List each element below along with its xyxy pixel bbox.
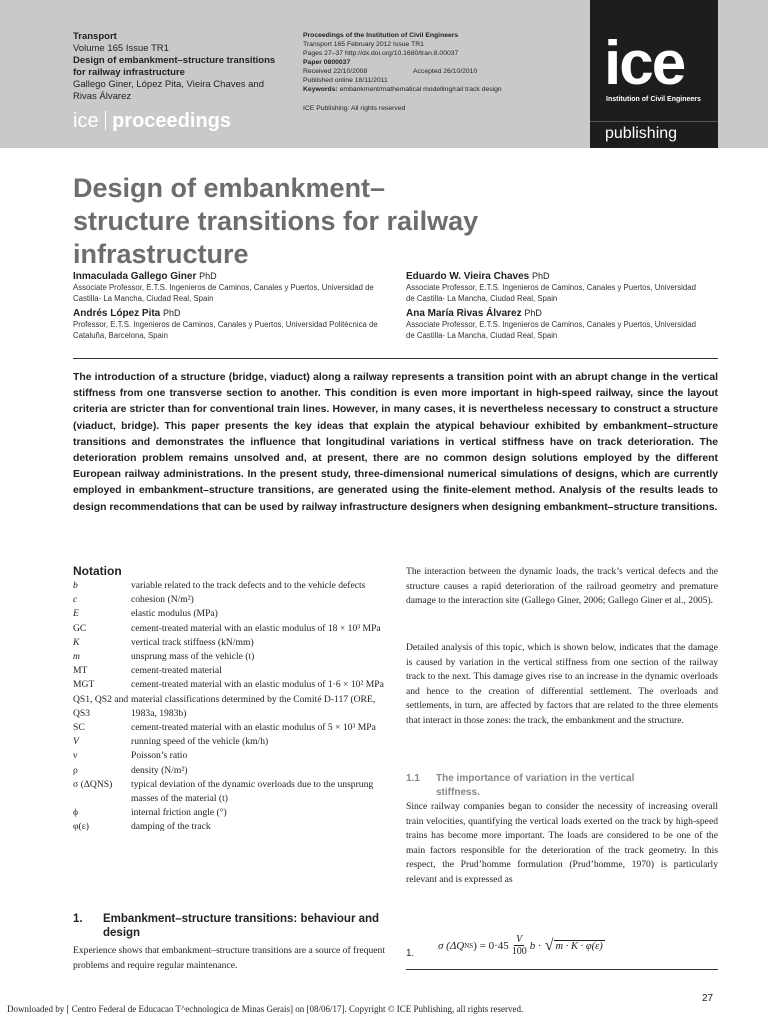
notation-definition: running speed of the vehicle (km/h): [131, 736, 269, 748]
logo-publishing-bar: [590, 121, 718, 148]
notation-item: [73, 579, 388, 593]
meta-keywords: [303, 85, 573, 94]
author-name: Andrés López Pita: [73, 308, 161, 319]
notation-definition: unsprung mass of the vehicle (t): [131, 651, 255, 663]
logo-publishing: publishing: [605, 125, 678, 142]
notation-definition: density (N/m²): [131, 764, 188, 776]
notation-item: [73, 806, 388, 820]
notation-symbol: V: [73, 736, 79, 748]
author-name: Inmaculada Gallego Giner: [73, 271, 197, 282]
notation-symbol: GC: [73, 622, 87, 634]
section-number: 1.: [73, 913, 83, 925]
notation-item: [73, 664, 388, 678]
eq-b: b ·: [529, 939, 541, 952]
author-affiliation: Associate Professor, E.T.S. Ingenieros de Caminos, Canales y Puertos, Universidad de Castilla- La Mancha, Ciudad Real, Spain: [406, 283, 696, 303]
body-paragraph: Since railway companies began to consider the necessity of increasing overall train velocities, quantifying the vertical loads exerted on the track by high-speed trains has become more important. The loads are considered to be one of the main factors responsible for the deterioration of the track geometry. In this respect, the Prud’homme formulation (Prud’homme, 1970) is particularly relevant and is expressed as: [406, 801, 718, 885]
paper-title: Design of embankment– structure transitions for railway infrastructure: [73, 173, 479, 269]
notation-definition: material classifications determined by the Comité D-117 (ORE, 1983a, 1983b): [131, 693, 376, 719]
eq-lhs: σ (ΔQ: [438, 939, 465, 952]
author-degree: PhD: [524, 308, 542, 318]
author-name: Ana María Rivas Álvarez: [406, 308, 522, 319]
meta-pages: Pages 27–37 http://dx.doi.org/10.1680/tran.8.00037: [303, 50, 459, 57]
section-1-text: Experience shows that embankment–structure transitions are a source of frequent problems and require regular maintenance.: [73, 945, 385, 971]
notation-item: [73, 693, 388, 721]
notation-definition: Poisson’s ratio: [131, 750, 188, 762]
body-paragraph: The interaction between the dynamic loads, the track’s vertical defects and the structure causes a rapid deterioration of the railroad geometry and premature damage to the interaction site (Gallego Giner, 2006; Gallego Giner et al., 2005).: [406, 566, 718, 607]
abstract: The introduction of a structure (bridge, viaduct) along a railway represents a transition point with an abrupt change in the vertical stiffness from one transverse section to another. This condition is even more important in high-speed railway, since the layout criteria are stricter than for conventional train lines. However, in many cases, it is nevertheless necessary to construct a structure (viaduct, bridge). This paper presents the key ideas that explain the atypical behaviour exhibited by embankment–structure transitions and demonstrates the influence that longitudinal variations in vertical stiffness have on track deterioration. The deterioration problem remains unsolved and, at present, there are no common design solutions employed by the different European railway administrations. In the present study, three-dimensional numerical simulations of designs, which are currently employed in embankment–structure transitions, are generated using the finite-element method. Analysis of the results leads to design recommendations that can be used by railway infrastructure designers when designing embankment–structure transitions.: [73, 372, 718, 513]
equation-1: [406, 932, 718, 966]
author-affiliation: Associate Professor, E.T.S. Ingenieros de Caminos, Canales y Puertos, Universidad de Castilla- La Mancha, Ciudad Real, Spain: [406, 320, 696, 340]
author-name: Eduardo W. Vieira Chaves: [406, 271, 530, 282]
section-title: Embankment–structure transitions: behaviour and design: [103, 913, 380, 939]
notation-item: [73, 622, 388, 636]
notation-item: [73, 678, 388, 692]
author-block: [406, 270, 706, 304]
eq-mid: ) = 0·45: [473, 939, 509, 952]
notation-definition: vertical track stiffness (kN/mm): [131, 636, 254, 648]
author-block: [406, 307, 706, 341]
notation-symbol: ν: [73, 750, 78, 762]
notation-symbol: K: [73, 636, 80, 648]
author-degree: PhD: [163, 308, 181, 318]
author-block: [73, 270, 383, 304]
body-paragraph: Detailed analysis of this topic, which is shown below, indicates that the damage is caused by variation in the vertical stiffness from one section of the railway track to the next. This damage gives rise to an increase in the dynamic overloads and hence to the creation of differential settlement. The overloads and settlements, in turn, are affected by factors that are related to the three elements that interact in those zones: the track, the embankment and the structure.: [406, 642, 718, 726]
notation-definition: cement-treated material with an elastic modulus of 18 × 10³ MPa: [131, 622, 381, 634]
subsection-title-line2: stiffness.: [436, 787, 480, 798]
notation-symbol: ρ: [73, 764, 78, 776]
notation-item: [73, 778, 388, 806]
equation-formula: [438, 934, 605, 957]
ice-publishing-logo: [590, 0, 718, 148]
eq-sqrt: √ m · K · φ(ε): [544, 936, 603, 954]
logo-institution: Institution of Civil Engineers: [606, 96, 701, 103]
section-1-heading: [73, 912, 393, 940]
notation-definition: cement-treated material with an elastic modulus of 1·6 × 10² MPa: [131, 679, 384, 691]
volume-info: Volume 165 Issue TR1: [73, 43, 169, 54]
author-block: [73, 307, 383, 341]
notation-symbol: m: [73, 651, 80, 663]
author-affiliation: Associate Professor, E.T.S. Ingenieros de Caminos, Canales y Puertos, Universidad de Castilla- La Mancha, Ciudad Real, Spain: [73, 283, 374, 303]
notation-heading: Notation: [73, 564, 122, 578]
download-footer: Downloaded by [ Centro Federal de Educacao T^echnologica de Minas Gerais] on [08/06/17]. Copyright © ICE Publishing, all rights reserved.: [7, 1004, 524, 1014]
meta-received: Received 22/10/2008: [303, 68, 368, 75]
abstract-top-rule: [73, 358, 718, 359]
notation-list: [73, 579, 388, 835]
equation-rule: [406, 969, 718, 970]
notation-item: [73, 650, 388, 664]
logo-ice-text: ice: [604, 29, 685, 98]
meta-issue: Transport 165 February 2012 Issue TR1: [303, 41, 424, 48]
notation-symbol: c: [73, 594, 78, 606]
notation-item: [73, 593, 388, 607]
meta-journal: Proceedings of the Institution of Civil Engineers: [303, 32, 459, 39]
journal-header: [0, 0, 768, 148]
notation-item: [73, 636, 388, 650]
subsection-1-1-heading: [406, 772, 718, 800]
notation-definition: cement-treated material with an elastic modulus of 5 × 10³ MPa: [131, 722, 376, 734]
notation-symbol: b: [73, 580, 78, 591]
notation-definition: variable related to the track defects and to the vehicle defects: [131, 580, 366, 591]
journal-name: Transport: [73, 31, 117, 42]
brand-ice: ice: [73, 110, 99, 132]
meta-dates: [303, 67, 573, 76]
header-paper-title: Design of embankment–structure transitions for railway infrastructure: [73, 55, 276, 78]
notation-definition: elastic modulus (MPa): [131, 608, 218, 620]
eq-sqrt-content: m · K · φ(ε): [555, 940, 603, 952]
notation-item: [73, 721, 388, 735]
keywords-value: embankment/mathematical modelling/rail track design: [339, 86, 502, 93]
notation-item: [73, 820, 388, 834]
meta-paper: Paper 0800037: [303, 59, 351, 66]
author-affiliation: Professor, E.T.S. Ingenieros de Caminos, Canales y Puertos, Universidad Politécnica de Cataluña, Barcelona, Spain: [73, 320, 378, 340]
header-meta-block: [303, 31, 573, 113]
author-degree: PhD: [531, 271, 550, 281]
author-degree: PhD: [199, 271, 217, 281]
meta-accepted: Accepted 26/10/2010: [413, 68, 478, 75]
notation-item: [73, 735, 388, 749]
notation-item: [73, 764, 388, 778]
eq-frac-den: 100: [511, 946, 527, 957]
meta-rights: ICE Publishing: All rights reserved: [303, 105, 406, 112]
notation-symbol: SC: [73, 722, 85, 734]
equation-number: 1.: [406, 948, 415, 959]
notation-symbol: QS1, QS2 and QS3: [73, 693, 129, 719]
subsection-number: 1.1: [406, 773, 420, 784]
notation-definition: typical deviation of the dynamic overloads due to the unsprung masses of the material (t): [131, 778, 374, 805]
brand-separator: [105, 111, 107, 130]
brand-proceedings: proceedings: [112, 110, 231, 132]
notation-item: [73, 749, 388, 763]
notation-definition: internal friction angle (°): [131, 807, 227, 819]
notation-symbol: E: [73, 608, 79, 620]
notation-symbol: ϕ: [73, 807, 79, 819]
notation-definition: cement-treated material: [131, 665, 222, 677]
notation-symbol: MT: [73, 665, 88, 677]
notation-symbol: φ(ε): [73, 821, 89, 833]
subsection-title-line1: The importance of variation in the vertical: [436, 773, 635, 784]
keywords-label: Keywords:: [303, 86, 338, 93]
eq-lhs-sub: NS: [464, 941, 474, 950]
notation-item: [73, 607, 388, 621]
notation-definition: damping of the track: [131, 821, 211, 833]
eq-fraction: [512, 934, 527, 957]
ice-proceedings-brand: [73, 110, 231, 133]
notation-symbol: σ (ΔQNS): [73, 778, 113, 790]
header-authors: Gallego Giner, López Pita, Vieira Chaves and Rivas Álvarez: [73, 79, 264, 102]
notation-symbol: MGT: [73, 679, 95, 691]
notation-definition: cohesion (N/m²): [131, 594, 194, 606]
page-number: 27: [702, 993, 714, 1004]
header-left-block: [73, 31, 283, 103]
meta-published: Published online 18/11/2011: [303, 77, 388, 84]
eq-frac-num: V: [516, 934, 523, 945]
